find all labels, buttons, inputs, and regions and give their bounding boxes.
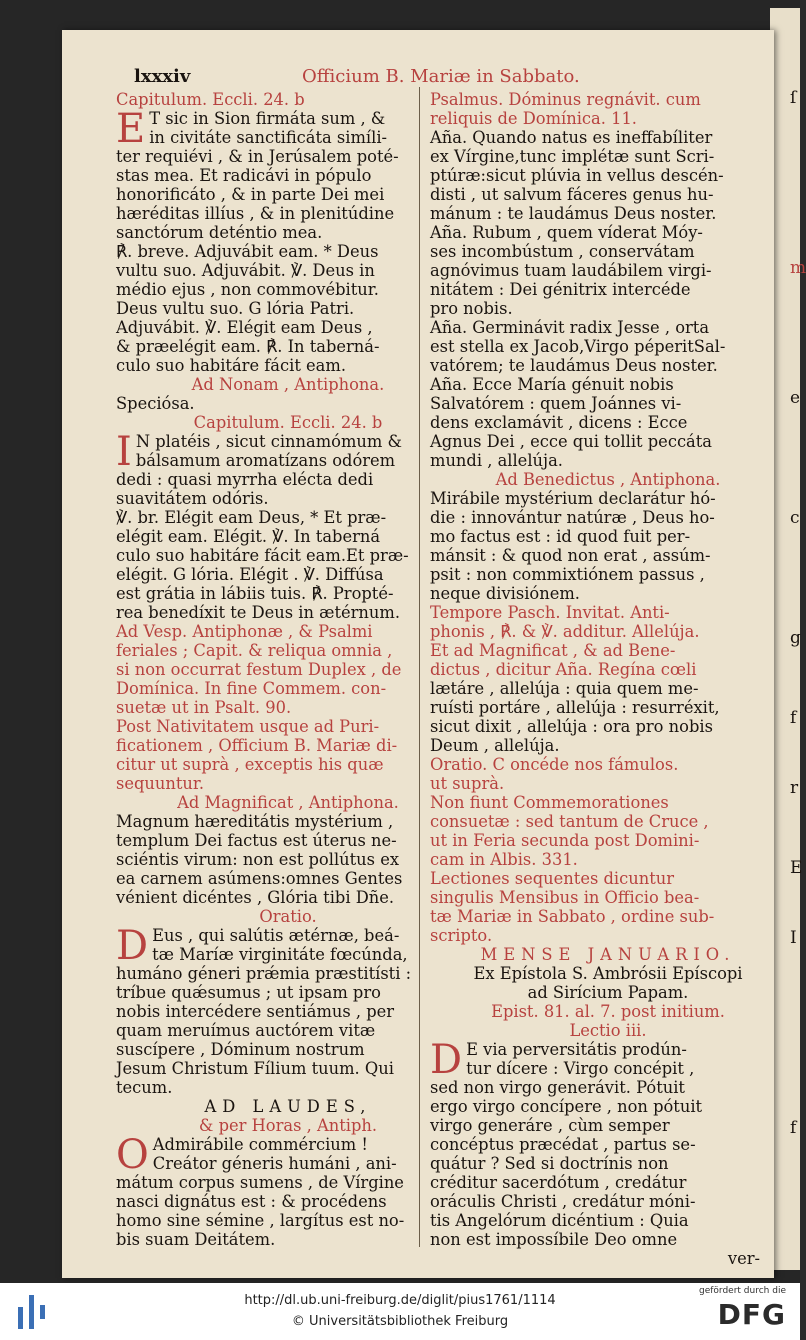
line-text: scripto. bbox=[430, 926, 493, 945]
text-line bbox=[430, 736, 786, 755]
line-text: rea benedíxit te Deus in ætérnum. bbox=[116, 603, 400, 622]
line-text: ut in Feria secunda post Domini- bbox=[430, 831, 700, 850]
line-text: Aña. Germinávit radix Jesse , orta bbox=[430, 318, 710, 337]
text-line bbox=[116, 869, 460, 888]
text-line bbox=[430, 1059, 786, 1078]
text-line bbox=[116, 166, 460, 185]
text-line bbox=[430, 945, 786, 964]
text-line bbox=[430, 432, 786, 451]
text-line bbox=[430, 812, 786, 831]
line-text: quam meruímus auctórem vitæ bbox=[116, 1021, 376, 1040]
line-text: singulis Mensibus in Officio bea- bbox=[430, 888, 700, 907]
catchword bbox=[430, 1249, 786, 1268]
text-line bbox=[430, 584, 786, 603]
text-line bbox=[116, 660, 460, 679]
text-line bbox=[430, 831, 786, 850]
line-text: ficationem , Officium B. Mariæ di- bbox=[116, 736, 398, 755]
line-text: Lectiones sequentes dicuntur bbox=[430, 869, 675, 888]
text-line bbox=[430, 527, 786, 546]
text-line bbox=[430, 907, 786, 926]
line-text: Deum , allelúja. bbox=[430, 736, 560, 755]
line-text: tæ Mariæ in Sabbato , ordine sub- bbox=[430, 907, 715, 926]
line-text: Salvatórem : quem Joánnes vi- bbox=[430, 394, 682, 413]
text-line bbox=[116, 698, 460, 717]
line-text: elégit. G lória. Elégit . ℣. Diffúsa bbox=[116, 565, 384, 584]
line-text: disti , ut salvum fáceres genus hu- bbox=[430, 185, 714, 204]
text-line bbox=[430, 166, 786, 185]
adjacent-fragment: r bbox=[790, 778, 799, 798]
text-line bbox=[116, 280, 460, 299]
line-text: honorificáto , & in parte Dei mei bbox=[116, 185, 385, 204]
text-line bbox=[116, 1192, 460, 1211]
line-text: non est impossíbile Deo omne bbox=[430, 1230, 678, 1249]
line-text: ea carnem asúmens:omnes Gentes bbox=[116, 869, 403, 888]
text-line bbox=[116, 983, 460, 1002]
text-line bbox=[116, 299, 460, 318]
text-line bbox=[430, 698, 786, 717]
line-text: citur ut suprà , exceptis his quæ bbox=[116, 755, 384, 774]
text-line bbox=[116, 261, 460, 280]
line-text: sequuntur. bbox=[116, 774, 205, 793]
text-line bbox=[430, 1002, 786, 1021]
line-text: Et ad Magnificat , & ad Bene- bbox=[430, 641, 676, 660]
line-text: Ad Magnificat , Antiphona. bbox=[177, 793, 399, 812]
line-text: nasci dignátus est : & procédens bbox=[116, 1192, 387, 1211]
line-text: Agnus Dei , ecce qui tollit peccáta bbox=[430, 432, 713, 451]
right-column bbox=[430, 90, 786, 1268]
line-text: humáno géneri prǽmia præstitísti : bbox=[116, 964, 412, 983]
line-text: ad Sirícium Papam. bbox=[527, 983, 689, 1002]
line-text: médio ejus , non commovébitur. bbox=[116, 280, 379, 299]
line-text: Non fiunt Commemorationes bbox=[430, 793, 669, 812]
adjacent-fragment: c bbox=[790, 508, 800, 528]
text-line bbox=[116, 679, 460, 698]
line-text: quátur ? Sed si doctrínis non bbox=[430, 1154, 669, 1173]
line-text: sed non virgo generávit. Pótuit bbox=[430, 1078, 685, 1097]
text-line bbox=[430, 299, 786, 318]
line-text: bálsamum aromatízans odórem bbox=[135, 451, 396, 470]
line-text: Eus , qui salútis ætérnæ, beá- bbox=[152, 926, 400, 945]
text-line bbox=[430, 1173, 786, 1192]
text-line bbox=[430, 242, 786, 261]
line-text: nobis intercédere sentiámus , per bbox=[116, 1002, 395, 1021]
line-text: vénient dicéntes , Glória tibi Dñe. bbox=[116, 888, 395, 907]
line-text: Capitulum. Eccli. 24. b bbox=[193, 413, 383, 432]
text-line bbox=[430, 850, 786, 869]
line-text: agnóvimus tuam laudábilem virgi- bbox=[430, 261, 712, 280]
text-line bbox=[430, 356, 786, 375]
text-line bbox=[116, 527, 460, 546]
text-line bbox=[116, 888, 460, 907]
line-text: E via perversitátis prodún- bbox=[466, 1040, 687, 1059]
text-line bbox=[116, 1154, 460, 1173]
line-text: lætáre , allelúja : quia quem me- bbox=[430, 679, 699, 698]
line-text: si non occurrat festum Duplex , de bbox=[116, 660, 402, 679]
text-line bbox=[116, 1230, 460, 1249]
line-text: tecum. bbox=[116, 1078, 173, 1097]
text-line bbox=[430, 1021, 786, 1040]
line-text: Domínica. In fine Commem. con- bbox=[116, 679, 387, 698]
text-line bbox=[116, 413, 460, 432]
text-line bbox=[430, 223, 786, 242]
line-text: ptúræ:sicut plúvia in vellus descén- bbox=[430, 166, 724, 185]
text-line bbox=[430, 318, 786, 337]
text-line bbox=[116, 603, 460, 622]
line-text: Epist. 81. al. 7. post initium. bbox=[491, 1002, 725, 1021]
text-line bbox=[116, 736, 460, 755]
line-text: Ex Epístola S. Ambrósii Epíscopi bbox=[473, 964, 743, 983]
text-line bbox=[430, 1154, 786, 1173]
text-line bbox=[116, 945, 460, 964]
text-line bbox=[116, 508, 460, 527]
text-line bbox=[430, 1116, 786, 1135]
text-line bbox=[430, 489, 786, 508]
line-text: tur dícere : Virgo concépit , bbox=[466, 1059, 695, 1078]
line-text: Ad Vesp. Antiphonæ , & Psalmi bbox=[116, 622, 373, 641]
running-title: Officium B. Mariæ in Sabbato. bbox=[302, 66, 580, 87]
text-line bbox=[430, 1097, 786, 1116]
line-text: sanctórum deténtio mea. bbox=[116, 223, 323, 242]
line-text: tæ Maríæ virginitáte fœcúnda, bbox=[152, 945, 408, 964]
line-text: dens exclamávit , dicens : Ecce bbox=[430, 413, 688, 432]
adjacent-fragment: f bbox=[790, 1118, 797, 1138]
line-text: Admirábile commércium ! bbox=[152, 1135, 368, 1154]
line-text: suavitátem odóris. bbox=[116, 489, 269, 508]
line-text: sicut dixit , allelúja : ora pro nobis bbox=[430, 717, 713, 736]
column-divider bbox=[419, 87, 420, 1247]
line-text: bis suam Deitátem. bbox=[116, 1230, 276, 1249]
drop-capital: O bbox=[116, 1132, 149, 1178]
text-line bbox=[430, 261, 786, 280]
text-line bbox=[430, 1230, 786, 1249]
text-line bbox=[430, 926, 786, 945]
line-text: Psalmus. Dóminus regnávit. cum bbox=[430, 90, 701, 109]
line-text: dictus , dicitur Aña. Regína cœli bbox=[430, 660, 697, 679]
line-text: oráculis Christi , credátur móni- bbox=[430, 1192, 696, 1211]
line-text: hæréditas illíus , & in plenitúdine bbox=[116, 204, 395, 223]
line-text: vatórem; te laudámus Deus noster. bbox=[430, 356, 718, 375]
text-line bbox=[116, 584, 460, 603]
line-text: tis Angelórum dicéntium : Quia bbox=[430, 1211, 689, 1230]
text-line bbox=[430, 869, 786, 888]
text-line bbox=[430, 983, 786, 1002]
line-text: reliquis de Domínica. 11. bbox=[430, 109, 637, 128]
line-text: & per Horas , Antiph. bbox=[198, 1116, 378, 1135]
text-line bbox=[430, 1135, 786, 1154]
book-page bbox=[62, 30, 774, 1278]
text-line bbox=[430, 90, 786, 109]
line-text: Speciósa. bbox=[116, 394, 195, 413]
text-line bbox=[116, 451, 460, 470]
line-text: mátum corpus sumens , de Vírgine bbox=[116, 1173, 404, 1192]
text-line bbox=[116, 356, 460, 375]
text-line bbox=[430, 717, 786, 736]
text-line bbox=[116, 850, 460, 869]
line-text: T sic in Sion firmáta sum , & bbox=[149, 109, 386, 128]
line-text: mundi , allelúja. bbox=[430, 451, 563, 470]
line-text: Lectio iii. bbox=[569, 1021, 647, 1040]
line-text: Creátor géneris humáni , ani- bbox=[152, 1154, 397, 1173]
text-line bbox=[430, 1192, 786, 1211]
text-line bbox=[430, 755, 786, 774]
text-line bbox=[430, 451, 786, 470]
line-text: MENSE JANUARIO. bbox=[480, 945, 736, 964]
line-text: neque divisiónem. bbox=[430, 584, 580, 603]
line-text: elégit eam. Elégit. ℣. In taberná bbox=[116, 527, 381, 546]
line-text: virgo generáre , cùm semper bbox=[430, 1116, 670, 1135]
text-line bbox=[116, 1040, 460, 1059]
text-line bbox=[116, 1002, 460, 1021]
line-text: Ad Nonam , Antiphona. bbox=[191, 375, 385, 394]
text-line bbox=[430, 394, 786, 413]
drop-capital: I bbox=[116, 429, 132, 475]
text-line bbox=[430, 641, 786, 660]
line-text: Mirábile mystérium declarátur hó- bbox=[430, 489, 716, 508]
line-text: cam in Albis. 331. bbox=[430, 850, 578, 869]
line-text: psit : non commixtiónem passus , bbox=[430, 565, 705, 584]
text-line bbox=[116, 622, 460, 641]
line-text: suetæ ut in Psalt. 90. bbox=[116, 698, 292, 717]
text-line bbox=[430, 1078, 786, 1097]
text-line bbox=[430, 660, 786, 679]
text-line bbox=[430, 337, 786, 356]
line-text: Aña. Quando natus es ineffabíliter bbox=[430, 128, 713, 147]
line-text: suscípere , Dóminum nostrum bbox=[116, 1040, 365, 1059]
line-text: AD LAUDES, bbox=[204, 1097, 372, 1116]
adjacent-fragment: g bbox=[790, 628, 801, 648]
dfg-logo: DFG bbox=[717, 1298, 786, 1331]
line-text: Jesum Christum Fílium tuum. Qui bbox=[116, 1059, 394, 1078]
line-text: vultu suo. Adjuvábit. ℣. Deus in bbox=[116, 261, 375, 280]
line-text: Magnum hæreditátis mystérium , bbox=[116, 812, 394, 831]
text-line bbox=[116, 489, 460, 508]
text-line bbox=[116, 204, 460, 223]
line-text: Ad Benedictus , Antiphona. bbox=[495, 470, 721, 489]
line-text: Aña. Rubum , quem víderat Móy- bbox=[430, 223, 703, 242]
text-line bbox=[430, 546, 786, 565]
text-line bbox=[116, 394, 460, 413]
line-text: créditur sacerdótum , credátur bbox=[430, 1173, 687, 1192]
line-text: tríbue quǽsumus ; ut ipsam pro bbox=[116, 983, 381, 1002]
text-line bbox=[116, 1097, 460, 1116]
text-line bbox=[430, 185, 786, 204]
text-line bbox=[116, 1173, 460, 1192]
line-text: pro nobis. bbox=[430, 299, 513, 318]
permalink-url[interactable]: http://dl.ub.uni-freiburg.de/diglit/pius1761/1114 bbox=[244, 1293, 556, 1308]
text-line bbox=[116, 375, 460, 394]
text-line bbox=[116, 185, 460, 204]
text-line bbox=[430, 565, 786, 584]
line-text: ℣. br. Elégit eam Deus, * Et præ- bbox=[116, 508, 387, 527]
drop-capital: D bbox=[430, 1037, 463, 1083]
line-text: ℟. breve. Adjuvábit eam. * Deus bbox=[116, 242, 379, 261]
line-text: Oratio. bbox=[259, 907, 317, 926]
line-text: consuetæ : sed tantum de Cruce , bbox=[430, 812, 709, 831]
text-line bbox=[430, 508, 786, 527]
text-line bbox=[116, 337, 460, 356]
text-line bbox=[430, 109, 786, 128]
text-line bbox=[116, 1078, 460, 1097]
text-line bbox=[116, 1059, 460, 1078]
text-line bbox=[116, 812, 460, 831]
page-folio: lxxxiv bbox=[134, 66, 191, 87]
adjacent-fragment: I bbox=[790, 928, 797, 948]
text-line bbox=[116, 793, 460, 812]
line-text: Deus vultu suo. G lória Patri. bbox=[116, 299, 355, 318]
copyright-notice: © Universitätsbibliothek Freiburg bbox=[291, 1314, 509, 1329]
line-text: Adjuvábit. ℣. Elégit eam Deus , bbox=[116, 318, 373, 337]
line-text: ter requiévi , & in Jerúsalem poté- bbox=[116, 147, 399, 166]
text-line bbox=[116, 147, 460, 166]
text-line bbox=[116, 964, 460, 983]
line-text: concéptus præcédat , partus se- bbox=[430, 1135, 696, 1154]
text-line bbox=[116, 242, 460, 261]
line-text: in civitáte sanctificáta simíli- bbox=[149, 128, 388, 147]
line-text: Aña. Ecce María génuit nobis bbox=[430, 375, 674, 394]
adjacent-fragment: E bbox=[790, 858, 803, 878]
text-line bbox=[430, 964, 786, 983]
line-text: mo factus est : id quod fuit per- bbox=[430, 527, 691, 546]
line-text: mánum : te laudámus Deus noster. bbox=[430, 204, 717, 223]
text-line bbox=[116, 470, 460, 489]
line-text: ver- bbox=[727, 1249, 760, 1268]
line-text: dedi : quasi myrrha elécta dedi bbox=[116, 470, 374, 489]
text-line bbox=[430, 280, 786, 299]
text-line bbox=[116, 565, 460, 584]
line-text: mánsit : & quod non erat , assúm- bbox=[430, 546, 711, 565]
text-line bbox=[116, 1021, 460, 1040]
line-text: templum Dei factus est úterus ne- bbox=[116, 831, 397, 850]
text-line bbox=[116, 318, 460, 337]
text-line bbox=[430, 1211, 786, 1230]
viewer-footer bbox=[0, 1283, 800, 1340]
drop-capital: D bbox=[116, 923, 149, 969]
line-text: est grátia in lábiis tuis. ℟. Propté- bbox=[116, 584, 394, 603]
text-line bbox=[116, 831, 460, 850]
line-text: Capitulum. Eccli. 24. b bbox=[116, 90, 305, 109]
line-text: culo suo habitáre fácit eam. bbox=[116, 356, 347, 375]
line-text: ruísti portáre , allelúja : resurréxit, bbox=[430, 698, 720, 717]
text-line bbox=[116, 223, 460, 242]
line-text: Post Nativitatem usque ad Puri- bbox=[116, 717, 380, 736]
line-text: ex Vírgine,tunc implétæ sunt Scri- bbox=[430, 147, 715, 166]
line-text: est stella ex Jacob,Virgo péperitSal- bbox=[430, 337, 726, 356]
line-text: homo sine sémine , largítus est no- bbox=[116, 1211, 405, 1230]
adjacent-fragment: m bbox=[790, 258, 806, 278]
text-line bbox=[430, 128, 786, 147]
text-line bbox=[430, 147, 786, 166]
text-line bbox=[116, 90, 460, 109]
line-text: die : innovántur natúræ , Deus ho- bbox=[430, 508, 715, 527]
adjacent-fragment: f bbox=[790, 708, 797, 728]
drop-capital: E bbox=[116, 106, 146, 152]
text-line bbox=[430, 204, 786, 223]
text-line bbox=[116, 1116, 460, 1135]
line-text: sciéntis virum: non est pollútus ex bbox=[116, 850, 400, 869]
text-line bbox=[116, 717, 460, 736]
text-line bbox=[430, 679, 786, 698]
text-line bbox=[430, 622, 786, 641]
adjacent-fragment: ſ bbox=[790, 88, 797, 108]
text-line bbox=[430, 603, 786, 622]
text-line bbox=[430, 793, 786, 812]
line-text: phonis , ℟. & ℣. additur. Allelúja. bbox=[430, 622, 700, 641]
text-line bbox=[430, 470, 786, 489]
text-line bbox=[116, 907, 460, 926]
line-text: feriales ; Capit. & reliqua omnia , bbox=[116, 641, 393, 660]
line-text: ses incombústum , conservátam bbox=[430, 242, 695, 261]
text-line bbox=[430, 413, 786, 432]
text-line bbox=[116, 774, 460, 793]
text-line bbox=[116, 641, 460, 660]
line-text: Oratio. C oncéde nos fámulos. bbox=[430, 755, 679, 774]
adjacent-fragment: e bbox=[790, 388, 801, 408]
line-text: stas mea. Et radicávi in pópulo bbox=[116, 166, 372, 185]
funding-note: gefördert durch die bbox=[699, 1286, 786, 1296]
text-line bbox=[116, 755, 460, 774]
line-text: ut suprà. bbox=[430, 774, 505, 793]
line-text: Tempore Pasch. Invitat. Anti- bbox=[430, 603, 670, 622]
text-line bbox=[116, 546, 460, 565]
line-text: culo suo habitáre fácit eam.Et præ- bbox=[116, 546, 409, 565]
text-line bbox=[430, 888, 786, 907]
text-line bbox=[430, 774, 786, 793]
line-text: ergo virgo concípere , non pótuit bbox=[430, 1097, 703, 1116]
text-line bbox=[116, 1211, 460, 1230]
line-text: nitátem : Dei génitrix intercéde bbox=[430, 280, 691, 299]
text-line bbox=[430, 375, 786, 394]
text-line bbox=[116, 128, 460, 147]
line-text: & præelégit eam. ℟. In taberná- bbox=[116, 337, 380, 356]
line-text: N platéis , sicut cinnamómum & bbox=[135, 432, 402, 451]
